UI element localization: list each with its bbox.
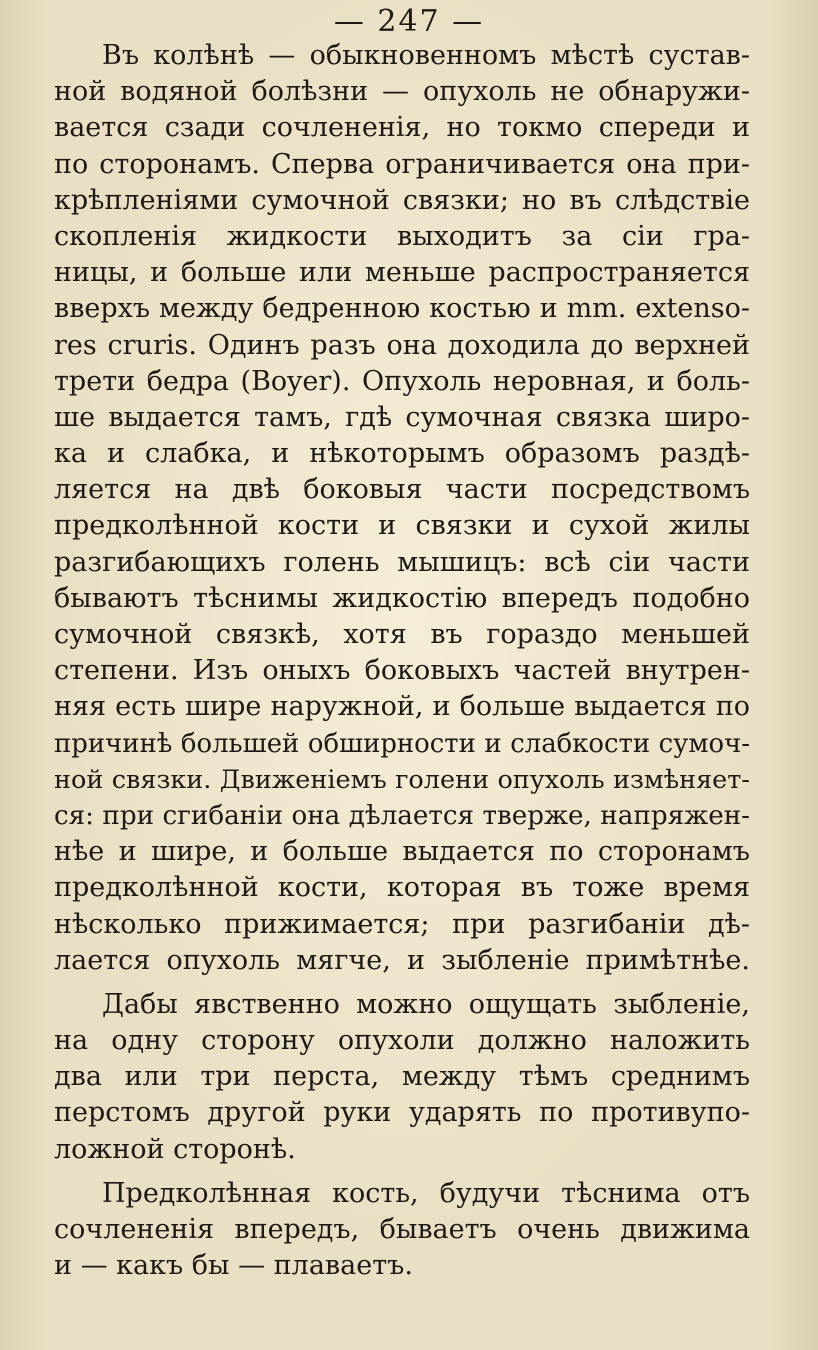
text-line: на одну сторону опухоли должно наложить bbox=[54, 1025, 750, 1057]
text-line: степени. Изъ оныхъ боковыхъ частей внутрен- bbox=[54, 655, 750, 687]
text-line: вается сзади сочлененія, но токмо спереди и bbox=[54, 112, 750, 144]
text-line: разгибающихъ голень мышицъ: всѣ сіи части bbox=[54, 546, 750, 578]
text-line: вверхъ между бедренною костью и mm. extenso- bbox=[54, 293, 750, 325]
body-text bbox=[54, 38, 750, 1284]
text-line: бываютъ тѣснимы жидкостію впередъ подобно bbox=[54, 582, 750, 614]
text-line: ложной сторонѣ. bbox=[54, 1133, 296, 1165]
text-line: ницы, и больше или меньше распространяется bbox=[54, 257, 750, 289]
text-line: нѣсколько прижимается; при разгибаніи дѣ- bbox=[54, 908, 750, 940]
text-line: ляется на двѣ боковыя части посредствомъ bbox=[54, 474, 750, 506]
text-line: крѣпленіями сумочной связки; но въ слѣдствіе bbox=[54, 184, 750, 216]
paragraph bbox=[54, 38, 750, 979]
text-line: Предколѣнная кость, будучи тѣснима отъ bbox=[102, 1177, 750, 1209]
text-line: перстомъ другой руки ударять по противупо- bbox=[54, 1097, 750, 1129]
text-line: причинѣ большей обширности и слабкости сумоч- bbox=[54, 728, 750, 759]
text-line: скопленія жидкости выходитъ за сіи гра- bbox=[54, 220, 750, 252]
paragraph bbox=[54, 1176, 750, 1285]
text-line: два или три перста, между тѣмъ среднимъ bbox=[54, 1061, 750, 1093]
text-line: Въ колѣнѣ — обыкновенномъ мѣстѣ сустав- bbox=[102, 40, 750, 71]
text-line: сумочной связкѣ, хотя въ гораздо меньшей bbox=[54, 619, 750, 650]
paragraph bbox=[54, 987, 750, 1168]
text-line: нѣе и шире, и больше выдается по сторонамъ bbox=[54, 836, 750, 868]
text-line: ся: при сгибаніи она дѣлается тверже, напряжен- bbox=[54, 800, 750, 831]
page-number: — 247 — bbox=[333, 4, 485, 39]
text-line: сочлененія впередъ, бываетъ очень движима bbox=[54, 1214, 750, 1245]
text-line: Дабы явственно можно ощущать зыбленіе, bbox=[102, 988, 750, 1020]
text-line: и — какъ бы — плаваетъ. bbox=[54, 1250, 413, 1282]
text-line: ной водяной болѣзни — опухоль не обнаружи- bbox=[54, 76, 750, 108]
text-line: ной связки. Движеніемъ голени опухоль измѣняет- bbox=[54, 764, 750, 795]
text-line: предколѣнной кости и связки и сухой жилы bbox=[54, 510, 750, 542]
text-line: ше выдается тамъ, гдѣ сумочная связка широ- bbox=[54, 401, 750, 433]
text-line: трети бедра (Boyer). Опухоль неровная, и боль- bbox=[54, 365, 750, 397]
text-line: лается опухоль мягче, и зыбленіе примѣтнѣе. bbox=[54, 944, 750, 976]
text-line: предколѣнной кости, которая въ тоже время bbox=[54, 872, 750, 904]
paragraph-gap bbox=[54, 1168, 750, 1176]
text-line: res cruris. Одинъ разъ она доходила до верхней bbox=[54, 329, 750, 361]
text-line: по сторонамъ. Сперва ограничивается она при- bbox=[54, 148, 750, 180]
text-line: няя есть шире наружной, и больше выдается по bbox=[54, 691, 750, 723]
paragraph-gap bbox=[54, 979, 750, 987]
text-line: ка и слабка, и нѣкоторымъ образомъ раздѣ- bbox=[54, 438, 750, 470]
